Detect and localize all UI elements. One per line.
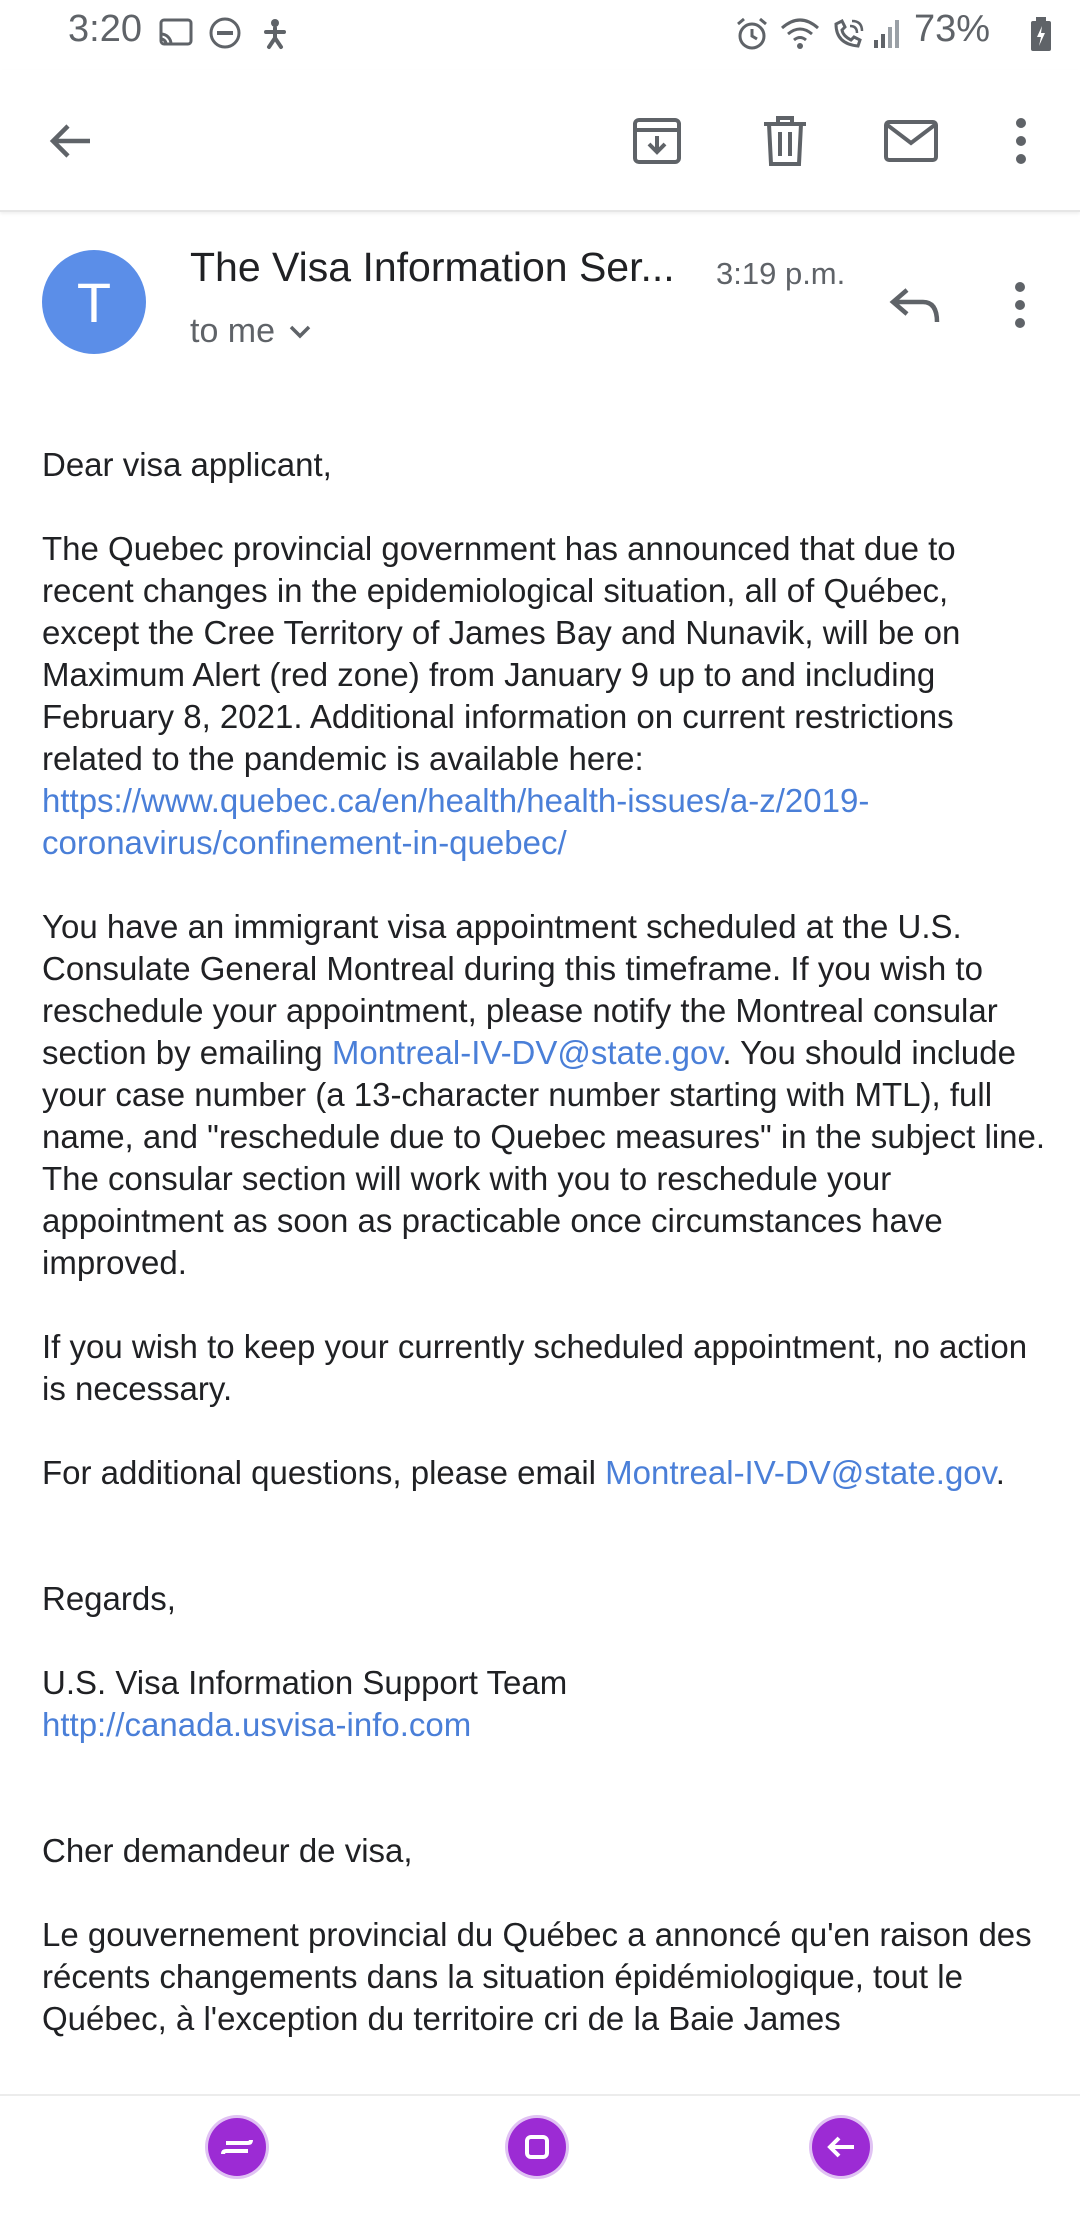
consulate-email-link[interactable]: Montreal-IV-DV@state.gov [331, 1034, 723, 1071]
nav-back-button[interactable] [812, 2118, 870, 2176]
usvisa-info-link[interactable]: http://canada.usvisa-info.com [42, 1706, 472, 1743]
paragraph-3: If you wish to keep your currently scheduled appointment, no action is necessary. [42, 1328, 1028, 1407]
back-button[interactable] [36, 106, 106, 176]
email-time: 3:19 p.m. [716, 256, 846, 291]
battery-percentage: 73% [914, 8, 991, 50]
reply-icon [889, 284, 941, 326]
navigation-bar [0, 2094, 1080, 2222]
cast-icon [158, 16, 194, 50]
mark-unread-icon [883, 119, 939, 163]
recipient-label: to me [190, 312, 276, 350]
wifi-calling-icon [830, 16, 866, 52]
mark-unread-button[interactable] [876, 106, 946, 176]
regards: Regards, [42, 1580, 176, 1617]
signature: U.S. Visa Information Support Team http://canada.usvisa-info.com [42, 1664, 568, 1743]
battery-icon [1030, 16, 1052, 52]
sender-avatar[interactable]: T [42, 250, 146, 354]
archive-button[interactable] [622, 106, 692, 176]
alarm-icon [734, 16, 770, 52]
chevron-down-icon [287, 323, 313, 341]
home-icon [520, 2130, 554, 2164]
recent-apps-button[interactable] [208, 2118, 266, 2176]
email-body [42, 444, 1052, 2082]
message-more-button[interactable] [990, 270, 1050, 340]
wifi-icon [780, 16, 820, 52]
french-greeting: Cher demandeur de visa, [42, 1832, 413, 1869]
delete-button[interactable] [750, 106, 820, 176]
home-button[interactable] [508, 2118, 566, 2176]
french-paragraph-1: Le gouvernement provincial du Québec a annoncé qu'en raison des récents changements dans la situation épidémiologique, tout le Québec, à l'exception du territoire cri de la Baie James [42, 1916, 1032, 2037]
paragraph-4: For additional questions, please email Montreal-IV-DV@state.gov. [42, 1454, 1005, 1491]
paragraph-1: The Quebec provincial government has announced that due to recent changes in the epidemiological situation, all of Québec, except the Cree Territory of James Bay and Nunavik, will be on Maximum Alert (red zone) from January 9 up to and including February 8, 2021. Additional information on current restrictions related to the pandemic is available here: https://www.quebec.ca/en/health/health-issues/a-z/2019-coronavirus/confinement-in-quebec/ [42, 530, 961, 861]
more-vert-icon [1012, 280, 1028, 330]
do-not-disturb-icon [208, 16, 242, 50]
back-arrow-icon [46, 116, 96, 166]
reply-button[interactable] [880, 270, 950, 340]
more-options-button[interactable] [986, 106, 1056, 176]
sender-name[interactable]: The Visa Information Ser... [190, 244, 675, 290]
questions-email-link[interactable]: Montreal-IV-DV@state.gov [605, 1454, 996, 1491]
recipient-details-toggle[interactable] [190, 312, 313, 351]
back-icon [824, 2130, 858, 2164]
status-bar [0, 0, 1080, 70]
status-time: 3:20 [68, 8, 142, 50]
signal-icon [872, 16, 902, 50]
app-toolbar [0, 70, 1080, 212]
more-vert-icon [1013, 116, 1029, 166]
greeting: Dear visa applicant, [42, 446, 332, 483]
paragraph-2: You have an immigrant visa appointment scheduled at the U.S. Consulate General Montreal during this timeframe. If you wish to reschedule your appointment, please notify the Montreal consular section by emailing Montreal-IV-DV@state.gov. You should include your case number (a 13-character number starting with MTL), full name, and "reschedule due to Quebec measures" in the subject line. The consular section will work with you to reschedule your appointment as soon as practicable once circumstances have improved. [42, 908, 1046, 1281]
recent-apps-icon [220, 2130, 254, 2164]
delete-icon [760, 114, 810, 168]
archive-icon [630, 114, 684, 168]
accessibility-icon [258, 16, 292, 50]
quebec-gov-link[interactable]: https://www.quebec.ca/en/health/health-issues/a-z/2019-coronavirus/confinement-in-quebec/ [42, 782, 870, 861]
